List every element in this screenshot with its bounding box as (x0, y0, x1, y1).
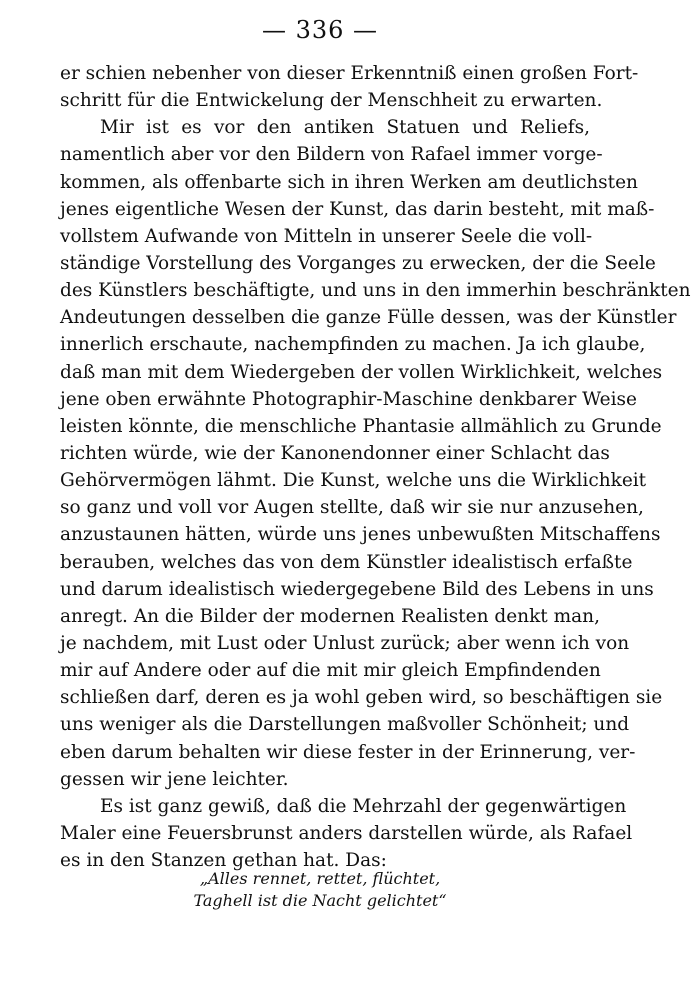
body-text (60, 60, 691, 874)
text-line: uns weniger als die Darstellungen maßvoller Schönheit; und (60, 714, 630, 736)
text-line: innerlich erschaute, nachempfinden zu machen. Ja ich glaube, (60, 334, 646, 356)
verse-line-2: Taghell ist die Nacht gelichtet“ (193, 891, 447, 910)
text-line: mir auf Andere oder auf die mit mir gleich Empfindenden (60, 660, 601, 682)
text-line: Es ist ganz gewiß, daß die Mehrzahl der gegenwärtigen (100, 795, 627, 817)
text-line: es in den Stanzen gethan hat. Das: (60, 850, 387, 872)
text-line: so ganz und voll vor Augen stellte, daß wir sie nur anzusehen, (60, 497, 644, 519)
text-line: jenes eigentliche Wesen der Kunst, das darin besteht, mit maß- (60, 198, 655, 220)
text-line: anzustaunen hätten, würde uns jenes unbewußten Mitschaffens (60, 524, 661, 546)
text-line: und darum idealistisch wiedergegebene Bild des Lebens in uns (60, 578, 654, 600)
text-line: anregt. An die Bilder der modernen Realisten denkt man, (60, 605, 600, 627)
text-line: daß man mit dem Wiedergeben der vollen Wirklichkeit, welches (60, 361, 663, 383)
text-line: er schien nebenher von dieser Erkenntniß einen großen Fort- (60, 63, 639, 84)
text-line: namentlich aber vor den Bildern von Rafael immer vorge- (60, 144, 603, 166)
page-number: — 336 — (261, 16, 379, 44)
text-line: kommen, als offenbarte sich in ihren Werken am deutlichsten (60, 171, 638, 193)
text-line: des Künstlers beschäftigte, und uns in den immerhin beschränkten (60, 280, 691, 302)
text-line: vollstem Aufwande von Mitteln in unserer Seele die voll- (60, 225, 593, 247)
text-line: schritt für die Entwickelung der Menschheit zu erwarten. (60, 90, 603, 112)
text-line: gessen wir jene leichter. (60, 768, 289, 790)
text-line: berauben, welches das von dem Künstler idealistisch erfaßte (60, 551, 633, 573)
text-line: jene oben erwähnte Photographir-Maschine denkbarer Weise (60, 388, 637, 410)
text-line: schließen darf, deren es ja wohl geben wird, so beschäftigen sie (60, 687, 663, 709)
text-line: richten würde, wie der Kanonendonner einer Schlacht das (60, 442, 610, 464)
text-line: ständige Vorstellung des Vorganges zu erwecken, der die Seele (60, 252, 656, 274)
verse-quote (0, 868, 640, 912)
verse-line-1: „Alles rennet, rettet, flüchtet, (199, 869, 441, 888)
text-line: leisten könnte, die menschliche Phantasie allmählich zu Grunde (60, 415, 662, 437)
text-line: Gehörvermögen lähmt. Die Kunst, welche uns die Wirklichkeit (60, 470, 647, 492)
text-line: eben darum behalten wir diese fester in der Erinnerung, ver- (60, 741, 636, 763)
text-line: Mir ist es vor den antiken Statuen und Reliefs, (100, 117, 590, 139)
text-line: Maler eine Feuersbrunst anders darstellen würde, als Rafael (60, 822, 633, 844)
text-line: je nachdem, mit Lust oder Unlust zurück; aber wenn ich von (60, 632, 630, 654)
text-line: Andeutungen desselben die ganze Fülle dessen, was der Künstler (60, 307, 677, 329)
